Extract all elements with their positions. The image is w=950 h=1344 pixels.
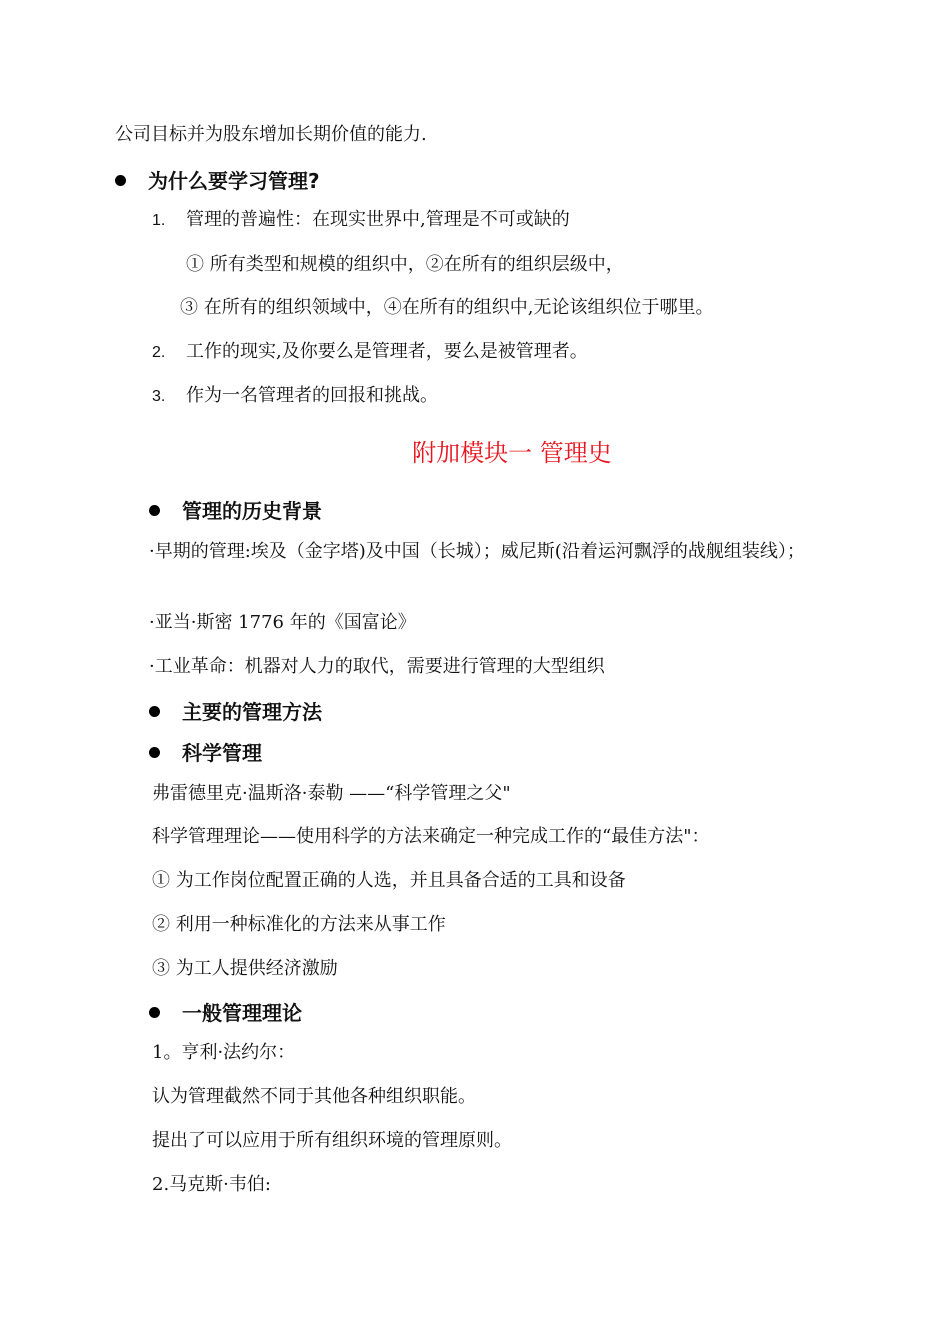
heading-why-learn-text: 为什么要学习管理?: [148, 169, 320, 193]
why-item-1-num: 1.: [152, 212, 166, 229]
heading-methods-text: 主要的管理方法: [182, 700, 322, 724]
heading-general-text: 一般管理理论: [182, 1001, 302, 1025]
scientific-line-3: ① 为工作岗位配置正确的人选，并且具备合适的工具和设备: [152, 870, 626, 891]
why-item-2-num: 2.: [152, 344, 166, 361]
why-sub-1: ① 所有类型和规模的组织中，②在所有的组织层级中，: [186, 254, 624, 275]
heading-methods: [149, 698, 322, 726]
heading-history-text: 管理的历史背景: [182, 499, 322, 523]
general-line-2: 认为管理截然不同于其他各种组织职能。: [152, 1086, 476, 1107]
scientific-line-4: ② 利用一种标准化的方法来从事工作: [152, 914, 446, 935]
why-item-1-text: 管理的普遍性：在现实世界中,管理是不可或缺的: [186, 209, 570, 230]
why-item-3: [152, 383, 438, 410]
why-sub-2: ③ 在所有的组织领域中，④在所有的组织中,无论该组织位于哪里。: [180, 297, 714, 318]
intro-line: 公司目标并为股东增加长期价值的能力.: [115, 124, 427, 145]
scientific-line-5: ③ 为工人提供经济激励: [152, 958, 338, 979]
bullet-icon: [149, 706, 160, 717]
general-line-1: 1。亨利·法约尔：: [152, 1042, 296, 1063]
bullet-icon: [115, 175, 126, 186]
heading-scientific: [149, 739, 262, 767]
why-item-2-text: 工作的现实,及你要么是管理者，要么是被管理者。: [186, 341, 588, 362]
history-para-2: ·亚当·斯密 1776 年的《国富论》: [149, 612, 416, 633]
bullet-icon: [149, 1007, 160, 1018]
bullet-icon: [149, 505, 160, 516]
heading-scientific-text: 科学管理: [182, 741, 262, 765]
why-item-3-num: 3.: [152, 388, 166, 405]
why-item-2: [152, 339, 588, 366]
bullet-icon: [149, 747, 160, 758]
heading-history: [149, 497, 322, 525]
scientific-line-2: 科学管理理论——使用科学的方法来确定一种完成工作的“最佳方法"：: [152, 826, 710, 847]
history-para-3: ·工业革命：机器对人力的取代，需要进行管理的大型组织: [149, 656, 605, 677]
why-item-3-text: 作为一名管理者的回报和挑战。: [186, 385, 438, 406]
heading-general: [149, 999, 302, 1027]
general-line-3: 提出了可以应用于所有组织环境的管理原则。: [152, 1130, 512, 1151]
heading-why-learn: [115, 167, 320, 195]
module-title: 附加模块一 管理史: [412, 439, 612, 467]
scientific-line-1: 弗雷德里克·温斯洛·泰勒 ——“科学管理之父": [152, 783, 511, 804]
why-item-1: [152, 207, 570, 234]
history-para-1: ·早期的管理:埃及（金字塔)及中国（长城）；威尼斯(沿着运河飘浮的战舰组装线）；: [149, 541, 805, 562]
general-line-4: 2.马克斯·韦伯:: [152, 1174, 271, 1195]
